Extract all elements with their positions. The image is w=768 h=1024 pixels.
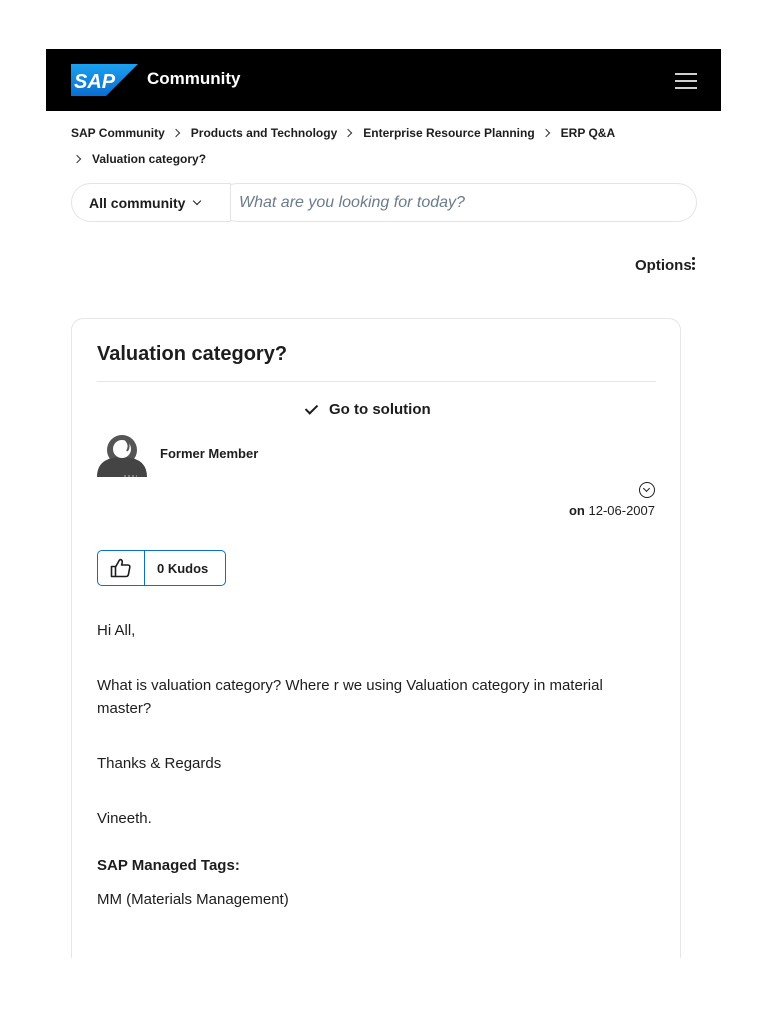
author-name[interactable]: Former Member xyxy=(160,446,259,461)
post-date xyxy=(569,503,655,518)
search-bar xyxy=(71,183,697,222)
kudos-widget xyxy=(97,550,226,586)
body-paragraph: Vineeth. xyxy=(97,810,152,827)
chevron-down-icon xyxy=(193,196,201,204)
body-paragraph: Thanks & Regards xyxy=(97,755,222,772)
post-body xyxy=(97,619,657,862)
kudos-count[interactable]: 0 Kudos xyxy=(157,560,209,576)
avatar[interactable] xyxy=(97,431,147,477)
date-prefix: on xyxy=(568,503,585,518)
post-title: Valuation category? xyxy=(97,343,288,365)
go-to-solution-label: Go to solution xyxy=(329,401,431,418)
tag-link-mm[interactable]: MM (Materials Management) xyxy=(97,891,289,908)
divider xyxy=(97,381,656,382)
kudo-button[interactable] xyxy=(98,551,145,585)
thumbs-up-icon xyxy=(110,558,132,578)
chevron-right-icon xyxy=(541,129,549,137)
chevron-right-icon xyxy=(344,129,352,137)
post-menu-icon[interactable] xyxy=(639,482,655,498)
post-card xyxy=(71,318,681,958)
breadcrumb-sap-community[interactable]: SAP Community xyxy=(71,126,165,140)
breadcrumb xyxy=(71,124,671,168)
site-header xyxy=(46,49,721,111)
search-scope-select[interactable] xyxy=(71,183,231,222)
checkmark-icon xyxy=(305,401,318,414)
options-button[interactable]: Options xyxy=(635,257,692,274)
site-title[interactable]: Community xyxy=(147,69,241,88)
date-value: 12-06-2007 xyxy=(588,503,655,518)
breadcrumb-erp-qa[interactable]: ERP Q&A xyxy=(560,126,616,140)
search-scope-label: All community xyxy=(89,194,186,211)
breadcrumb-current: Valuation category? xyxy=(92,152,207,166)
breadcrumb-products-and-technology[interactable]: Products and Technology xyxy=(190,126,338,140)
tags-heading: SAP Managed Tags: xyxy=(97,857,240,874)
sap-logo[interactable] xyxy=(71,64,138,96)
kebab-menu-icon[interactable] xyxy=(692,257,696,271)
breadcrumb-enterprise-resource-planning[interactable]: Enterprise Resource Planning xyxy=(363,126,535,140)
go-to-solution-link[interactable] xyxy=(308,401,431,418)
logo-text: SAP xyxy=(74,71,116,93)
hamburger-icon[interactable] xyxy=(675,70,697,90)
body-paragraph: What is valuation category? Where r we using Valuation category in material master? xyxy=(97,677,603,717)
body-paragraph: Hi All, xyxy=(97,622,136,639)
search-input[interactable] xyxy=(218,183,697,222)
chevron-right-icon xyxy=(73,155,81,163)
chevron-right-icon xyxy=(172,129,180,137)
